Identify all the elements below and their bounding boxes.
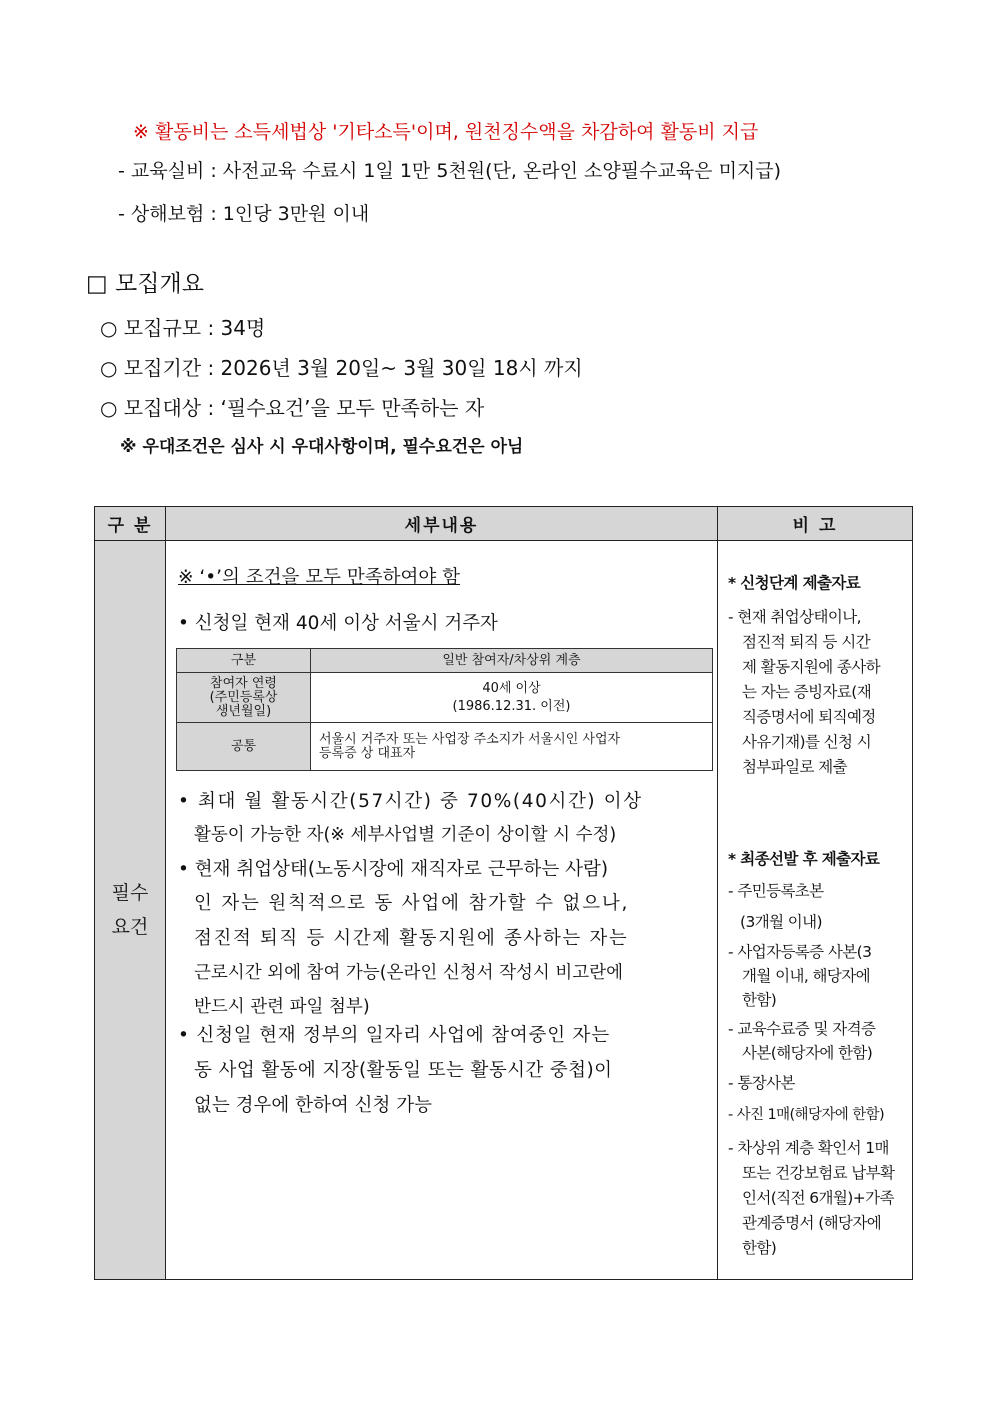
employment-cont-3: 근로시간 외에 참여 가능(온라인 신청서 작성시 비고란에 xyxy=(194,963,624,983)
remark-line: 한함) xyxy=(742,991,777,1009)
remarks-cell xyxy=(718,541,913,1280)
overview-period: ○ 모집기간 : 2026년 3월 20일~ 3월 30일 18시 까지 xyxy=(100,356,583,380)
remark-final-title: * 최종선발 후 제출자료 xyxy=(728,850,880,868)
remark-line: 직증명서에 퇴직예정 xyxy=(742,708,876,726)
overview-target: ○ 모집대상 : ‘필수요건’을 모두 만족하는 자 xyxy=(100,396,485,420)
remark-line: - 통장사본 xyxy=(728,1074,795,1092)
remark-line: 인서(직전 6개월)+가족 xyxy=(742,1189,894,1207)
sub-header-category: 구분 xyxy=(177,649,311,673)
gov-job-cont-1: 동 사업 활동에 지장(활동일 또는 활동시간 중첩)이 xyxy=(194,1060,613,1081)
remark-line: 개월 이내, 해당자에 xyxy=(742,967,870,985)
employment-cont-1: 인 자는 원칙적으로 동 사업에 참가할 수 없으나, xyxy=(194,893,630,914)
bullet-age-residence: • 신청일 현재 40세 이상 서울시 거주자 xyxy=(178,613,498,634)
sub-age-label xyxy=(177,673,311,723)
header-details: 세부내용 xyxy=(166,507,718,541)
sub-age-value xyxy=(311,673,713,723)
remark-line: - 교육수료증 및 자격증 xyxy=(728,1020,876,1038)
sub-common-label: 공통 xyxy=(177,723,311,771)
sub-age-label-1: 참여자 연령 xyxy=(210,675,277,691)
remark-line: 점진적 퇴직 등 시간 xyxy=(742,633,870,651)
remark-line: 사유기재)를 신청 시 xyxy=(742,733,872,751)
remark-line: - 사업자등록증 사본(3 xyxy=(728,943,872,961)
remark-line: 관계증명서 (해당자에 xyxy=(742,1214,882,1232)
sub-age-label-3: 생년월일) xyxy=(215,703,272,719)
edu-cost-text: - 교육실비 : 사전교육 수료시 1일 1만 5천원(단, 온라인 소양필수교육은 미지급) xyxy=(118,160,782,182)
bullet-employment: • 현재 취업상태(노동시장에 재직자로 근무하는 사람) xyxy=(178,859,609,880)
remark-line: 또는 건강보험료 납부확 xyxy=(742,1164,895,1182)
condition-intro: ※ ‘•’의 조건을 모두 만족하여야 함 xyxy=(178,567,461,588)
gov-job-cont-2: 없는 경우에 한하여 신청 가능 xyxy=(194,1095,432,1116)
remark-line: 는 자는 증빙자료(재 xyxy=(742,683,872,701)
employment-cont-2: 점진적 퇴직 등 시간제 활동지원에 종사하는 자는 xyxy=(194,928,629,949)
sub-common-value-2: 등록증 상 대표자 xyxy=(319,745,416,761)
sub-age-value-2: (1986.12.31. 이전) xyxy=(452,698,571,714)
overview-scale: ○ 모집규모 : 34명 xyxy=(100,316,266,340)
remark-stage-title: * 신청단계 제출자료 xyxy=(728,574,861,592)
details-cell xyxy=(166,541,718,1280)
remark-line: 첨부파일로 제출 xyxy=(742,758,847,776)
side-label-line2: 요건 xyxy=(111,916,149,938)
bullet-activity-hours: • 최대 월 활동시간(57시간) 중 70%(40시간) 이상 xyxy=(178,791,643,812)
remark-line: 한함) xyxy=(742,1239,777,1257)
header-category: 구 분 xyxy=(95,507,166,541)
section-title: □ 모집개요 xyxy=(86,271,204,297)
remark-line: - 현재 취업상태이나, xyxy=(728,608,861,626)
activity-hours-cont: 활동이 가능한 자(※ 세부사업별 기준이 상이할 시 수정) xyxy=(194,825,617,845)
side-label-line1: 필수 xyxy=(111,882,149,904)
side-label xyxy=(95,541,166,1280)
header-remarks: 비 고 xyxy=(718,507,913,541)
insurance-text: - 상해보험 : 1인당 3만원 이내 xyxy=(118,203,370,225)
notice-text: ※ 활동비는 소득세법상 '기타소득'이며, 원천징수액을 차감하여 활동비 지급 xyxy=(133,121,759,143)
bullet-gov-job: • 신청일 현재 정부의 일자리 사업에 참여중인 자는 xyxy=(178,1025,610,1046)
remark-line: - 사진 1매(해당자에 한함) xyxy=(728,1107,885,1123)
sub-common-value-1: 서울시 거주자 또는 사업장 주소지가 서울시인 사업자 xyxy=(319,731,621,747)
remark-line: 사본(해당자에 한함) xyxy=(742,1044,873,1062)
requirements-table xyxy=(94,506,913,1280)
sub-header-group: 일반 참여자/차상위 계층 xyxy=(311,649,713,673)
remark-line: - 주민등록초본 xyxy=(728,882,824,900)
note-text: ※ 우대조건은 심사 시 우대사항이며, 필수요건은 아님 xyxy=(120,437,524,457)
sub-age-label-2: (주민등록상 xyxy=(209,689,278,705)
eligibility-subtable xyxy=(176,648,713,771)
sub-age-value-1: 40세 이상 xyxy=(482,680,541,696)
employment-cont-4: 반드시 관련 파일 첨부) xyxy=(194,997,370,1017)
remark-line: 제 활동지원에 종사하 xyxy=(742,658,881,676)
sub-common-value xyxy=(311,723,713,771)
remark-line: (3개월 이내) xyxy=(740,913,822,931)
remark-line: - 차상위 계층 확인서 1매 xyxy=(728,1139,889,1157)
